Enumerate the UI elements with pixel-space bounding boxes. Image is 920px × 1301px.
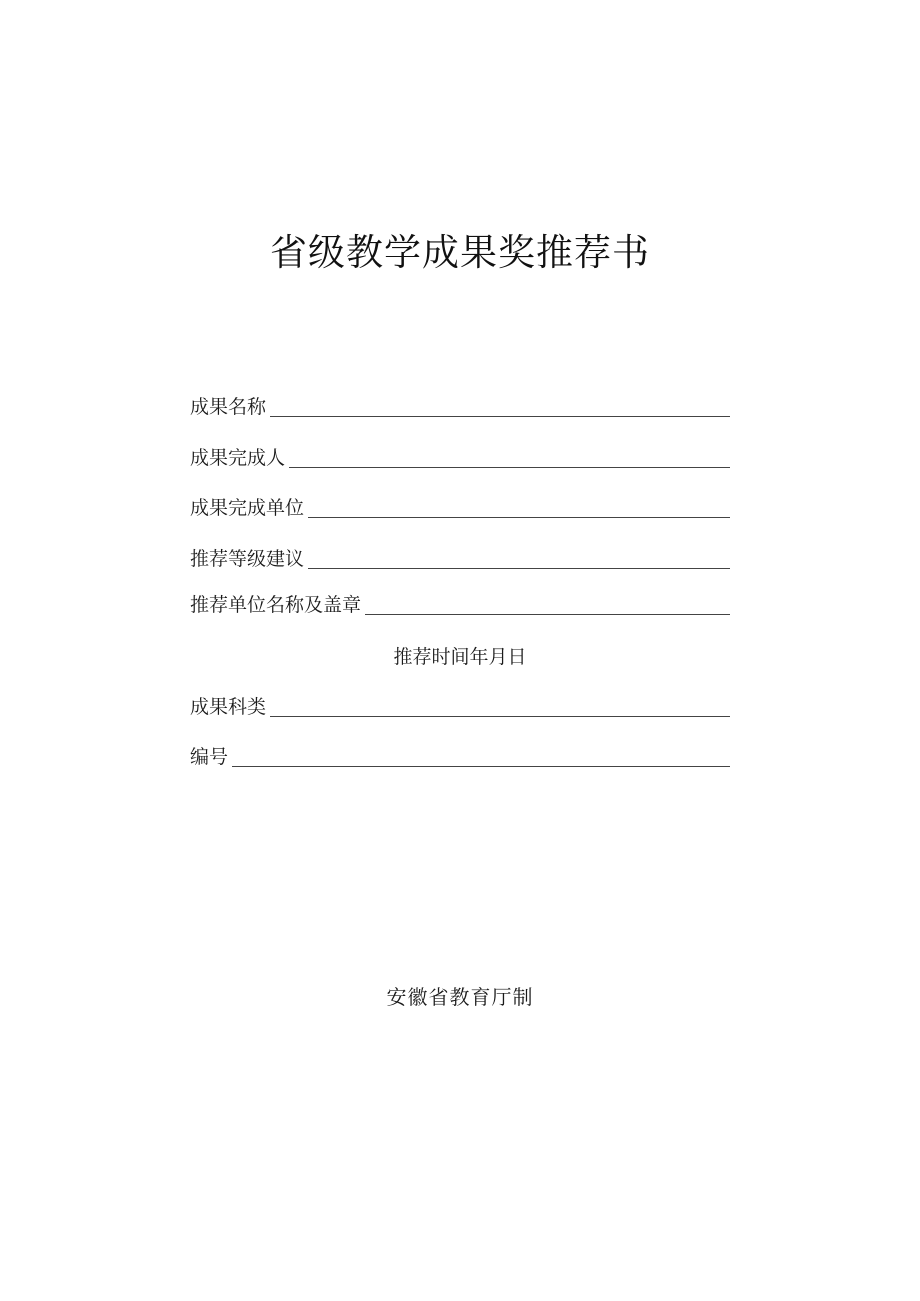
serial-no-field — [190, 745, 730, 769]
serial-no-blank — [232, 766, 730, 767]
recommended-grade-label: 推荐等级建议 — [190, 548, 305, 570]
recommend-date: 推荐时间年月日 — [393, 646, 527, 668]
completing-unit-field — [190, 496, 730, 520]
completed-by-blank — [289, 467, 730, 468]
issuer: 安徽省教育厅制 — [386, 985, 534, 1009]
achievement-name-field — [190, 395, 730, 419]
document-title: 省级教学成果奖推荐书 — [270, 231, 650, 274]
serial-no-label: 编号 — [190, 746, 229, 768]
category-label: 成果科类 — [190, 696, 267, 718]
achievement-name-blank — [270, 416, 730, 417]
recommending-unit-blank — [365, 614, 730, 615]
completed-by-label: 成果完成人 — [190, 447, 286, 469]
completed-by-field — [190, 446, 730, 470]
recommending-unit-label: 推荐单位名称及盖章 — [190, 594, 362, 616]
category-blank — [270, 716, 730, 717]
completing-unit-blank — [308, 517, 730, 518]
achievement-name-label: 成果名称 — [190, 396, 267, 418]
recommended-grade-blank — [308, 568, 730, 569]
completing-unit-label: 成果完成单位 — [190, 497, 305, 519]
category-field — [190, 695, 730, 719]
recommended-grade-field — [190, 547, 730, 571]
recommending-unit-field — [190, 593, 730, 617]
